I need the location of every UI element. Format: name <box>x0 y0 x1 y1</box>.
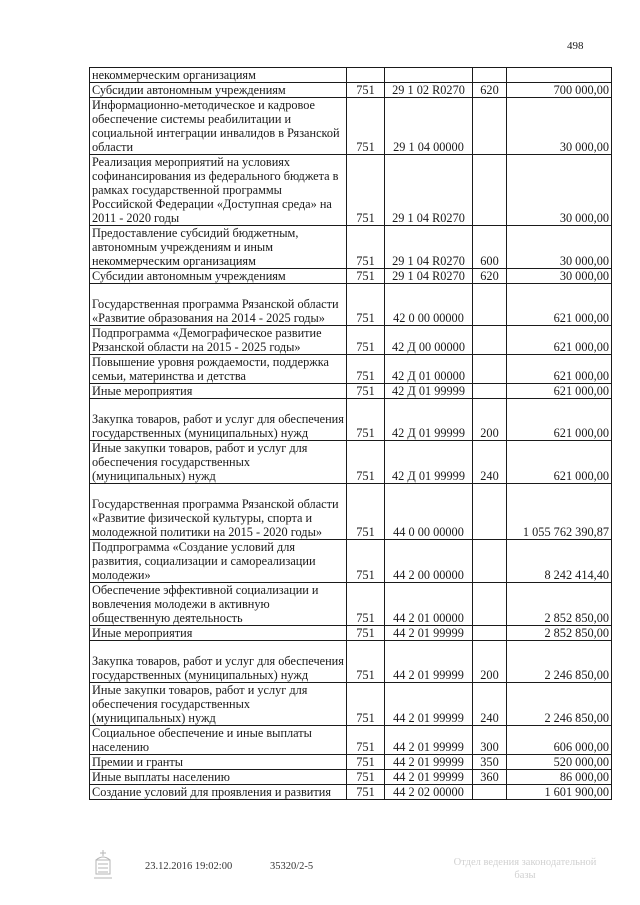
row-name-cell: Закупка товаров, работ и услуг для обеспечения государственных (муниципальных) нужд <box>90 399 347 441</box>
row-name-cell: Субсидии автономным учреждениям <box>90 269 347 284</box>
row-expense-type-cell <box>473 284 507 326</box>
row-org-code-cell: 751 <box>347 155 385 226</box>
row-target-code-cell: 42 0 00 00000 <box>385 284 473 326</box>
row-amount-cell: 30 000,00 <box>507 269 612 284</box>
row-amount-cell: 621 000,00 <box>507 284 612 326</box>
row-target-code-cell: 29 1 04 R0270 <box>385 155 473 226</box>
row-target-code-cell: 29 1 04 R0270 <box>385 269 473 284</box>
row-amount-cell: 30 000,00 <box>507 226 612 269</box>
row-target-code-cell: 44 2 01 99999 <box>385 626 473 641</box>
table-row <box>90 540 612 583</box>
row-target-code-cell: 42 Д 01 99999 <box>385 384 473 399</box>
row-target-code-cell <box>385 68 473 83</box>
row-org-code-cell: 751 <box>347 226 385 269</box>
row-name-cell: Обеспечение эффективной социализации и вовлечения молодежи в активную общественную деятельность <box>90 583 347 626</box>
row-target-code-cell: 29 1 04 00000 <box>385 98 473 155</box>
row-amount-cell: 520 000,00 <box>507 755 612 770</box>
table-row <box>90 770 612 785</box>
row-expense-type-cell: 200 <box>473 399 507 441</box>
row-org-code-cell: 751 <box>347 83 385 98</box>
emblem-icon <box>92 848 114 882</box>
row-target-code-cell: 42 Д 00 00000 <box>385 326 473 355</box>
row-org-code-cell: 751 <box>347 269 385 284</box>
row-amount-cell: 621 000,00 <box>507 441 612 484</box>
row-org-code-cell: 751 <box>347 484 385 540</box>
row-amount-cell: 2 246 850,00 <box>507 641 612 683</box>
row-target-code-cell: 29 1 02 R0270 <box>385 83 473 98</box>
row-org-code-cell: 751 <box>347 98 385 155</box>
table-row <box>90 755 612 770</box>
table-row <box>90 68 612 83</box>
row-amount-cell: 700 000,00 <box>507 83 612 98</box>
row-expense-type-cell <box>473 155 507 226</box>
row-expense-type-cell <box>473 384 507 399</box>
row-org-code-cell: 751 <box>347 683 385 726</box>
row-org-code-cell: 751 <box>347 583 385 626</box>
row-target-code-cell: 42 Д 01 99999 <box>385 399 473 441</box>
row-expense-type-cell: 620 <box>473 83 507 98</box>
row-org-code-cell: 751 <box>347 641 385 683</box>
row-target-code-cell: 44 2 01 99999 <box>385 726 473 755</box>
table-row <box>90 441 612 484</box>
row-name-cell: Создание условий для проявления и развития <box>90 785 347 800</box>
row-name-cell: Иные закупки товаров, работ и услуг для обеспечения государственных (муниципальных) нужд <box>90 683 347 726</box>
row-name-cell: Повышение уровня рождаемости, поддержка семьи, материнства и детства <box>90 355 347 384</box>
row-org-code-cell: 751 <box>347 540 385 583</box>
row-name-cell: Субсидии автономным учреждениям <box>90 83 347 98</box>
row-amount-cell: 606 000,00 <box>507 726 612 755</box>
row-amount-cell: 30 000,00 <box>507 155 612 226</box>
row-target-code-cell: 44 2 01 99999 <box>385 755 473 770</box>
table-row <box>90 355 612 384</box>
budget-table <box>89 67 612 800</box>
row-amount-cell: 8 242 414,40 <box>507 540 612 583</box>
row-org-code-cell <box>347 68 385 83</box>
row-name-cell: Предоставление субсидий бюджетным, автономным учреждениям и иным некоммерческим организациям <box>90 226 347 269</box>
table-row <box>90 484 612 540</box>
row-amount-cell: 2 852 850,00 <box>507 626 612 641</box>
row-name-cell: Государственная программа Рязанской области «Развитие физической культуры, спорта и молодежной политики на 2015 - 2020 годы» <box>90 484 347 540</box>
table-row <box>90 83 612 98</box>
row-org-code-cell: 751 <box>347 785 385 800</box>
row-name-cell: Подпрограмма «Создание условий для развития, социализации и самореализации молодежи» <box>90 540 347 583</box>
row-name-cell: Государственная программа Рязанской области «Развитие образования на 2014 - 2025 годы» <box>90 284 347 326</box>
table-row <box>90 226 612 269</box>
table-row <box>90 269 612 284</box>
row-target-code-cell: 44 2 01 00000 <box>385 583 473 626</box>
row-expense-type-cell <box>473 484 507 540</box>
row-name-cell: Социальное обеспечение и иные выплаты населению <box>90 726 347 755</box>
row-expense-type-cell: 240 <box>473 683 507 726</box>
row-expense-type-cell: 350 <box>473 755 507 770</box>
row-org-code-cell: 751 <box>347 384 385 399</box>
row-org-code-cell: 751 <box>347 399 385 441</box>
row-org-code-cell: 751 <box>347 770 385 785</box>
row-target-code-cell: 44 2 00 00000 <box>385 540 473 583</box>
budget-table-body <box>90 68 612 800</box>
row-target-code-cell: 42 Д 01 00000 <box>385 355 473 384</box>
row-amount-cell: 86 000,00 <box>507 770 612 785</box>
row-expense-type-cell <box>473 583 507 626</box>
row-name-cell: Закупка товаров, работ и услуг для обеспечения государственных (муниципальных) нужд <box>90 641 347 683</box>
row-amount-cell: 621 000,00 <box>507 326 612 355</box>
row-name-cell: Иные мероприятия <box>90 384 347 399</box>
row-name-cell: некоммерческим организациям <box>90 68 347 83</box>
footer-document-id: 35320/2-5 <box>270 861 314 872</box>
row-name-cell: Иные закупки товаров, работ и услуг для обеспечения государственных (муниципальных) нужд <box>90 441 347 484</box>
footer-datetime: 23.12.2016 19:02:00 <box>145 861 233 872</box>
table-row <box>90 641 612 683</box>
row-amount-cell: 1 601 900,00 <box>507 785 612 800</box>
row-amount-cell: 2 852 850,00 <box>507 583 612 626</box>
row-target-code-cell: 44 2 01 99999 <box>385 683 473 726</box>
table-row <box>90 399 612 441</box>
row-expense-type-cell <box>473 785 507 800</box>
table-row <box>90 326 612 355</box>
row-expense-type-cell <box>473 626 507 641</box>
row-target-code-cell: 29 1 04 R0270 <box>385 226 473 269</box>
row-expense-type-cell <box>473 68 507 83</box>
row-expense-type-cell: 600 <box>473 226 507 269</box>
row-expense-type-cell <box>473 540 507 583</box>
row-name-cell: Реализация мероприятий на условиях софинансирования из федерального бюджета в рамках государственной программы Российской Федерации «Доступная среда» на 2011 - 2020 годы <box>90 155 347 226</box>
table-row <box>90 98 612 155</box>
row-expense-type-cell: 200 <box>473 641 507 683</box>
row-org-code-cell: 751 <box>347 441 385 484</box>
row-org-code-cell: 751 <box>347 284 385 326</box>
row-target-code-cell: 44 2 01 99999 <box>385 770 473 785</box>
row-org-code-cell: 751 <box>347 326 385 355</box>
watermark-text: Отдел ведения законодательной базы <box>453 857 597 881</box>
table-row <box>90 155 612 226</box>
row-name-cell: Премии и гранты <box>90 755 347 770</box>
row-target-code-cell: 44 2 01 99999 <box>385 641 473 683</box>
row-name-cell: Иные мероприятия <box>90 626 347 641</box>
row-target-code-cell: 44 0 00 00000 <box>385 484 473 540</box>
row-name-cell: Информационно-методическое и кадровое обеспечение системы реабилитации и социальной интеграции инвалидов в Рязанской области <box>90 98 347 155</box>
row-org-code-cell: 751 <box>347 355 385 384</box>
table-row <box>90 785 612 800</box>
row-target-code-cell: 42 Д 01 99999 <box>385 441 473 484</box>
row-amount-cell: 621 000,00 <box>507 399 612 441</box>
table-row <box>90 726 612 755</box>
table-row <box>90 384 612 399</box>
row-expense-type-cell: 300 <box>473 726 507 755</box>
row-expense-type-cell <box>473 355 507 384</box>
page-number: 498 <box>567 40 584 52</box>
row-expense-type-cell <box>473 98 507 155</box>
row-org-code-cell: 751 <box>347 726 385 755</box>
row-amount-cell: 621 000,00 <box>507 384 612 399</box>
row-org-code-cell: 751 <box>347 626 385 641</box>
row-name-cell: Подпрограмма «Демографическое развитие Рязанской области на 2015 - 2025 годы» <box>90 326 347 355</box>
table-row <box>90 626 612 641</box>
row-amount-cell: 2 246 850,00 <box>507 683 612 726</box>
table-row <box>90 284 612 326</box>
row-amount-cell: 621 000,00 <box>507 355 612 384</box>
row-expense-type-cell: 360 <box>473 770 507 785</box>
row-amount-cell: 30 000,00 <box>507 98 612 155</box>
table-row <box>90 683 612 726</box>
row-org-code-cell: 751 <box>347 755 385 770</box>
row-expense-type-cell <box>473 326 507 355</box>
row-amount-cell <box>507 68 612 83</box>
row-name-cell: Иные выплаты населению <box>90 770 347 785</box>
row-amount-cell: 1 055 762 390,87 <box>507 484 612 540</box>
row-target-code-cell: 44 2 02 00000 <box>385 785 473 800</box>
row-expense-type-cell: 620 <box>473 269 507 284</box>
row-expense-type-cell: 240 <box>473 441 507 484</box>
table-row <box>90 583 612 626</box>
